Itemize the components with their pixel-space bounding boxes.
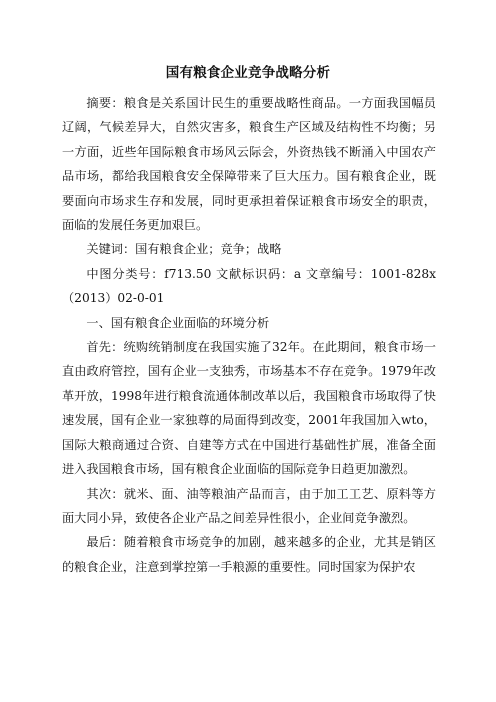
keywords-paragraph: 关键词：国有粮食企业；竞争；战略 (86, 242, 282, 257)
document-title: 国有粮食企业竞争战略分析 (165, 65, 331, 81)
section-heading: 一、国有粮食企业面临的环境分析 (86, 315, 270, 330)
body-paragraph: 首先：统购统销制度在我国实施了32年。在此期间，粮食市场一直由政府管控，国有企业一支独秀，市场基本不存在竞争。1979年改革开放，1998年进行粮食流通体制改革以后，我国粮食市场取得了快速发展，国有企业一家独尊的局面得到改变，2001年我国加入wto，国际大粮商通过合资、自建等方式在中国进行基础性扩展，准备全面进入我国粮食市场，国有粮食企业面临的国际竞争日趋更加激烈。 (62, 340, 436, 477)
abstract-paragraph: 摘要：粮食是关系国计民生的重要战略性商品。一方面我国幅员辽阔，气候差异大，自然灾害多，粮食生产区域及结构性不均衡；另一方面，近些年国际粮食市场风云际会，外资热钱不断涌入中国农产品市场，都给我国粮食安全保障带来了巨大压力。国有粮食企业，既要面向市场求生存和发展，同时更承担着保证粮食市场安全的职责，面临的发展任务更加艰巨。 (62, 96, 436, 233)
classification-paragraph: 中图分类号：f713.50 文献标识码：a 文章编号：1001-828x（2013）02-0-01 (62, 266, 436, 306)
document-body (62, 91, 436, 579)
body-paragraph: 最后：随着粮食市场竞争的加剧，越来越多的企业，尤其是销区的粮食企业，注意到掌控第一手粮源的重要性。同时国家为保护农 (62, 535, 436, 574)
body-paragraph: 其次：就米、面、油等粮油产品而言，由于加工工艺、原料等方面大同小异，致使各企业产品之间差异性很小，企业间竞争激烈。 (62, 486, 436, 525)
